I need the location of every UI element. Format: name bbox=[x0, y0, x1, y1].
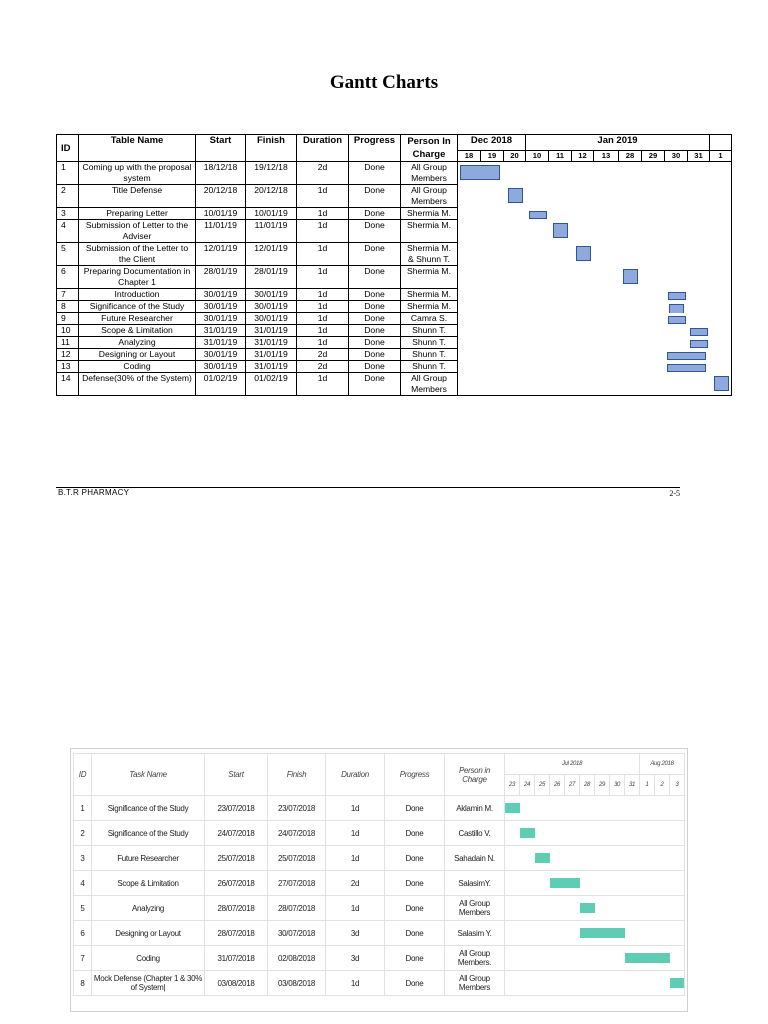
gantt-bar bbox=[576, 246, 591, 261]
cell-progress: Done bbox=[349, 337, 401, 349]
cell2-name: Significance of the Study bbox=[92, 796, 205, 821]
day2-header: 24 bbox=[520, 775, 535, 796]
cell-person: Shermia M. bbox=[401, 301, 458, 313]
table2-row bbox=[74, 971, 685, 996]
timeline2-cell bbox=[505, 946, 685, 971]
cell2-progress: Done bbox=[385, 796, 445, 821]
month2-header-jul-2018: Jul 2018 bbox=[505, 754, 640, 775]
day2-header: 30 bbox=[610, 775, 625, 796]
gantt2-bar bbox=[520, 828, 535, 838]
timeline-cell bbox=[458, 373, 732, 396]
col2-header-duration: Duration bbox=[326, 754, 385, 796]
cell-finish: 11/01/19 bbox=[246, 220, 297, 243]
cell-name: Coming up with the proposal system bbox=[79, 162, 196, 185]
table-row bbox=[57, 208, 732, 220]
footer-page-number: 2-5 bbox=[669, 489, 680, 498]
day2-header: 1 bbox=[640, 775, 655, 796]
cell-finish: 28/01/19 bbox=[246, 266, 297, 289]
cell2-id: 8 bbox=[74, 971, 92, 996]
col-header-progress: Progress bbox=[349, 135, 401, 162]
table2-row bbox=[74, 946, 685, 971]
day-header: 30 bbox=[665, 151, 688, 162]
cell2-id: 1 bbox=[74, 796, 92, 821]
cell-person: Shunn T. bbox=[401, 337, 458, 349]
cell2-start: 28/07/2018 bbox=[205, 896, 268, 921]
cell2-id: 2 bbox=[74, 821, 92, 846]
timeline-cell bbox=[458, 266, 732, 289]
cell-start: 30/01/19 bbox=[196, 313, 246, 325]
cell-duration: 1d bbox=[297, 337, 349, 349]
cell-progress: Done bbox=[349, 349, 401, 361]
cell2-start: 28/07/2018 bbox=[205, 921, 268, 946]
cell-progress: Done bbox=[349, 313, 401, 325]
cell-id: 2 bbox=[57, 185, 79, 208]
gantt-bar bbox=[553, 223, 568, 238]
table-row bbox=[57, 313, 732, 325]
table-row bbox=[57, 220, 732, 243]
col-header-table-name: Table Name bbox=[79, 135, 196, 162]
cell2-duration: 1d bbox=[326, 971, 385, 996]
cell-duration: 1d bbox=[297, 313, 349, 325]
cell-finish: 31/01/19 bbox=[246, 325, 297, 337]
cell2-progress: Done bbox=[385, 896, 445, 921]
cell-finish: 30/01/19 bbox=[246, 313, 297, 325]
table-row bbox=[57, 373, 732, 396]
cell-progress: Done bbox=[349, 208, 401, 220]
gantt2-bar bbox=[625, 953, 670, 963]
timeline-cell bbox=[458, 361, 732, 373]
cell2-duration: 1d bbox=[326, 846, 385, 871]
gantt2-bar bbox=[535, 853, 550, 863]
cell2-duration: 2d bbox=[326, 871, 385, 896]
timeline-cell bbox=[458, 289, 732, 301]
day2-header: 29 bbox=[595, 775, 610, 796]
cell-id: 9 bbox=[57, 313, 79, 325]
cell-id: 13 bbox=[57, 361, 79, 373]
cell-duration: 1d bbox=[297, 301, 349, 313]
cell-progress: Done bbox=[349, 266, 401, 289]
cell2-name: Scope & Limitation bbox=[92, 871, 205, 896]
footer-rule bbox=[56, 487, 680, 488]
day-header: 11 bbox=[549, 151, 572, 162]
cell2-name: Coding bbox=[92, 946, 205, 971]
cell2-person: All Group Members bbox=[445, 896, 505, 921]
cell2-finish: 24/07/2018 bbox=[268, 821, 326, 846]
cell-person: Shermia M. bbox=[401, 289, 458, 301]
cell-id: 1 bbox=[57, 162, 79, 185]
cell-id: 6 bbox=[57, 266, 79, 289]
gantt-bar bbox=[529, 211, 547, 219]
day-header: 12 bbox=[572, 151, 594, 162]
timeline-cell bbox=[458, 185, 732, 208]
cell-finish: 12/01/19 bbox=[246, 243, 297, 266]
timeline-cell bbox=[458, 243, 732, 266]
cell-id: 10 bbox=[57, 325, 79, 337]
timeline-cell bbox=[458, 325, 732, 337]
cell2-finish: 03/08/2018 bbox=[268, 971, 326, 996]
cell2-name: Future Researcher bbox=[92, 846, 205, 871]
cell2-progress: Done bbox=[385, 946, 445, 971]
table2-row bbox=[74, 796, 685, 821]
table2-row bbox=[74, 846, 685, 871]
cell-duration: 1d bbox=[297, 325, 349, 337]
gantt-table-1 bbox=[56, 134, 732, 396]
col-header-duration: Duration bbox=[297, 135, 349, 162]
cell-finish: 01/02/19 bbox=[246, 373, 297, 396]
cell-finish: 30/01/19 bbox=[246, 301, 297, 313]
timeline-cell bbox=[458, 301, 732, 313]
timeline2-cell bbox=[505, 971, 685, 996]
cell2-duration: 1d bbox=[326, 796, 385, 821]
cell-name: Submission of Letter to the Adviser bbox=[79, 220, 196, 243]
table-row bbox=[57, 243, 732, 266]
cell2-name: Designing or Layout bbox=[92, 921, 205, 946]
gantt-bar bbox=[667, 352, 706, 360]
cell-duration: 2d bbox=[297, 349, 349, 361]
cell2-finish: 27/07/2018 bbox=[268, 871, 326, 896]
cell2-duration: 1d bbox=[326, 821, 385, 846]
cell-finish: 19/12/18 bbox=[246, 162, 297, 185]
cell-duration: 2d bbox=[297, 361, 349, 373]
timeline-cell bbox=[458, 208, 732, 220]
cell2-finish: 02/08/2018 bbox=[268, 946, 326, 971]
cell-name: Future Researcher bbox=[79, 313, 196, 325]
gantt-table-2 bbox=[73, 753, 685, 996]
cell-person: Shermia M. bbox=[401, 208, 458, 220]
gantt2-bar bbox=[580, 928, 625, 938]
cell-finish: 10/01/19 bbox=[246, 208, 297, 220]
timeline-cell bbox=[458, 162, 732, 185]
cell-progress: Done bbox=[349, 162, 401, 185]
gantt-bar bbox=[714, 376, 729, 391]
cell-start: 01/02/19 bbox=[196, 373, 246, 396]
cell2-finish: 30/07/2018 bbox=[268, 921, 326, 946]
day-header: 10 bbox=[526, 151, 549, 162]
timeline2-cell bbox=[505, 896, 685, 921]
cell-person: All Group Members bbox=[401, 373, 458, 396]
cell-start: 12/01/19 bbox=[196, 243, 246, 266]
cell-name: Designing or Layout bbox=[79, 349, 196, 361]
day2-header: 2 bbox=[655, 775, 670, 796]
table-row bbox=[57, 361, 732, 373]
gantt-bar bbox=[690, 340, 708, 348]
timeline-cell bbox=[458, 220, 732, 243]
cell-person: Camra S. bbox=[401, 313, 458, 325]
cell-person: Shunn T. bbox=[401, 349, 458, 361]
timeline-cell bbox=[458, 349, 732, 361]
day2-header: 28 bbox=[580, 775, 595, 796]
cell-progress: Done bbox=[349, 325, 401, 337]
col-header-start: Start bbox=[196, 135, 246, 162]
cell2-start: 31/07/2018 bbox=[205, 946, 268, 971]
cell2-name: Mock Defense (Chapter 1 & 30% of System| bbox=[92, 971, 205, 996]
day-header: 18 bbox=[458, 151, 481, 162]
cell-start: 30/01/19 bbox=[196, 289, 246, 301]
cell-id: 7 bbox=[57, 289, 79, 301]
gantt-bar bbox=[690, 328, 708, 336]
timeline2-cell bbox=[505, 871, 685, 896]
cell-finish: 30/01/19 bbox=[246, 289, 297, 301]
cell-start: 20/12/18 bbox=[196, 185, 246, 208]
day2-header: 25 bbox=[535, 775, 550, 796]
cell-person: All Group Members bbox=[401, 162, 458, 185]
table-row bbox=[57, 266, 732, 289]
gantt-bar bbox=[669, 304, 684, 313]
day-header: 1 bbox=[710, 151, 732, 162]
cell-person: Shermia M. bbox=[401, 220, 458, 243]
cell2-start: 26/07/2018 bbox=[205, 871, 268, 896]
day2-header: 3 bbox=[670, 775, 685, 796]
gantt-bar bbox=[623, 269, 638, 284]
table2-row bbox=[74, 896, 685, 921]
cell-name: Coding bbox=[79, 361, 196, 373]
cell-id: 5 bbox=[57, 243, 79, 266]
day-header: 19 bbox=[481, 151, 504, 162]
cell2-start: 23/07/2018 bbox=[205, 796, 268, 821]
cell-duration: 1d bbox=[297, 373, 349, 396]
cell-person: All Group Members bbox=[401, 185, 458, 208]
cell-start: 30/01/19 bbox=[196, 349, 246, 361]
table2-row bbox=[74, 871, 685, 896]
cell2-start: 24/07/2018 bbox=[205, 821, 268, 846]
cell2-progress: Done bbox=[385, 971, 445, 996]
cell-person: Shermia M. & Shunn T. bbox=[401, 243, 458, 266]
cell2-duration: 1d bbox=[326, 896, 385, 921]
day-header: 20 bbox=[504, 151, 526, 162]
cell2-finish: 25/07/2018 bbox=[268, 846, 326, 871]
timeline2-cell bbox=[505, 796, 685, 821]
table-row bbox=[57, 301, 732, 313]
cell-name: Preparing Letter bbox=[79, 208, 196, 220]
cell2-name: Analyzing bbox=[92, 896, 205, 921]
cell-name: Title Defense bbox=[79, 185, 196, 208]
cell-duration: 1d bbox=[297, 289, 349, 301]
day2-header: 26 bbox=[550, 775, 565, 796]
cell-person: Shermia M. bbox=[401, 266, 458, 289]
cell-id: 4 bbox=[57, 220, 79, 243]
cell-finish: 31/01/19 bbox=[246, 337, 297, 349]
cell-progress: Done bbox=[349, 289, 401, 301]
col-header-id: ID bbox=[57, 135, 79, 162]
cell-duration: 1d bbox=[297, 185, 349, 208]
gantt2-bar bbox=[505, 803, 520, 813]
col2-header-task-name: Task Name bbox=[92, 754, 205, 796]
col2-header-finish: Finish bbox=[268, 754, 326, 796]
cell2-finish: 28/07/2018 bbox=[268, 896, 326, 921]
cell-progress: Done bbox=[349, 301, 401, 313]
cell-name: Scope & Limitation bbox=[79, 325, 196, 337]
col-header-finish: Finish bbox=[246, 135, 297, 162]
cell-duration: 2d bbox=[297, 162, 349, 185]
cell2-person: All Group Members. bbox=[445, 946, 505, 971]
cell-start: 10/01/19 bbox=[196, 208, 246, 220]
cell2-id: 5 bbox=[74, 896, 92, 921]
cell2-duration: 3d bbox=[326, 921, 385, 946]
gantt-panel-2 bbox=[70, 748, 688, 1012]
gantt2-bar bbox=[670, 978, 685, 988]
table2-row bbox=[74, 821, 685, 846]
timeline2-cell bbox=[505, 821, 685, 846]
cell-start: 31/01/19 bbox=[196, 325, 246, 337]
cell-start: 11/01/19 bbox=[196, 220, 246, 243]
cell2-finish: 23/07/2018 bbox=[268, 796, 326, 821]
cell2-id: 4 bbox=[74, 871, 92, 896]
day-header: 29 bbox=[642, 151, 665, 162]
month-header-blank bbox=[710, 135, 732, 151]
table-row bbox=[57, 325, 732, 337]
cell-id: 12 bbox=[57, 349, 79, 361]
cell-start: 28/01/19 bbox=[196, 266, 246, 289]
cell-name: Analyzing bbox=[79, 337, 196, 349]
cell-progress: Done bbox=[349, 373, 401, 396]
col2-header-person-in-charge: Person in Charge bbox=[445, 754, 505, 796]
month2-header-aug-2018: Aug 2018 bbox=[640, 754, 685, 775]
cell2-id: 3 bbox=[74, 846, 92, 871]
cell2-id: 6 bbox=[74, 921, 92, 946]
table-row bbox=[57, 349, 732, 361]
cell-id: 8 bbox=[57, 301, 79, 313]
cell-person: Shunn T. bbox=[401, 325, 458, 337]
cell-finish: 31/01/19 bbox=[246, 349, 297, 361]
cell-progress: Done bbox=[349, 220, 401, 243]
cell-name: Introduction bbox=[79, 289, 196, 301]
month-header-jan-2019: Jan 2019 bbox=[526, 135, 710, 151]
timeline2-cell bbox=[505, 921, 685, 946]
gantt2-bar bbox=[580, 903, 595, 913]
day2-header: 23 bbox=[505, 775, 520, 796]
gantt-bar bbox=[460, 165, 500, 180]
cell2-progress: Done bbox=[385, 871, 445, 896]
col2-header-progress: Progress bbox=[385, 754, 445, 796]
cell-duration: 1d bbox=[297, 208, 349, 220]
col-header-person-in-charge: Person In Charge bbox=[401, 135, 458, 162]
cell-start: 30/01/19 bbox=[196, 361, 246, 373]
gantt-bar bbox=[668, 316, 686, 324]
day2-header: 27 bbox=[565, 775, 580, 796]
table-row bbox=[57, 337, 732, 349]
timeline-cell bbox=[458, 337, 732, 349]
page-title: Gantt Charts bbox=[329, 72, 439, 93]
month-header-dec-2018: Dec 2018 bbox=[458, 135, 526, 151]
cell2-person: Aklamin M. bbox=[445, 796, 505, 821]
cell-person: Shunn T. bbox=[401, 361, 458, 373]
day-header: 28 bbox=[619, 151, 642, 162]
cell2-progress: Done bbox=[385, 821, 445, 846]
cell-id: 3 bbox=[57, 208, 79, 220]
timeline-cell bbox=[458, 313, 732, 325]
cell-progress: Done bbox=[349, 243, 401, 266]
gantt-bar bbox=[508, 188, 523, 203]
cell-name: Submission of the Letter to the Client bbox=[79, 243, 196, 266]
cell-finish: 31/01/19 bbox=[246, 361, 297, 373]
gantt-bar bbox=[667, 364, 706, 372]
cell-duration: 1d bbox=[297, 266, 349, 289]
cell2-start: 03/08/2018 bbox=[205, 971, 268, 996]
cell-progress: Done bbox=[349, 185, 401, 208]
cell2-person: SalasimY. bbox=[445, 871, 505, 896]
day-header: 13 bbox=[594, 151, 619, 162]
cell2-person: All Group Members bbox=[445, 971, 505, 996]
footer-company-name: B.T.R PHARMACY bbox=[58, 488, 130, 497]
table-row bbox=[57, 162, 732, 185]
col2-header-start: Start bbox=[205, 754, 268, 796]
table2-row bbox=[74, 921, 685, 946]
cell-progress: Done bbox=[349, 361, 401, 373]
cell-finish: 20/12/18 bbox=[246, 185, 297, 208]
cell-name: Significance of the Study bbox=[79, 301, 196, 313]
table-row bbox=[57, 289, 732, 301]
gantt-bar bbox=[668, 292, 686, 300]
cell2-person: Castillo V. bbox=[445, 821, 505, 846]
cell2-progress: Done bbox=[385, 846, 445, 871]
cell2-person: Salasim Y. bbox=[445, 921, 505, 946]
col2-header-id: ID bbox=[74, 754, 92, 796]
cell2-progress: Done bbox=[385, 921, 445, 946]
gantt2-bar bbox=[550, 878, 580, 888]
cell-duration: 1d bbox=[297, 220, 349, 243]
cell-start: 30/01/19 bbox=[196, 301, 246, 313]
cell-id: 11 bbox=[57, 337, 79, 349]
cell-start: 31/01/19 bbox=[196, 337, 246, 349]
day2-header: 31 bbox=[625, 775, 640, 796]
cell2-person: Sahadain N. bbox=[445, 846, 505, 871]
cell2-id: 7 bbox=[74, 946, 92, 971]
cell2-name: Significance of the Study bbox=[92, 821, 205, 846]
day-header: 31 bbox=[688, 151, 710, 162]
cell2-start: 25/07/2018 bbox=[205, 846, 268, 871]
cell-name: Preparing Documentation in Chapter 1 bbox=[79, 266, 196, 289]
cell-id: 14 bbox=[57, 373, 79, 396]
timeline2-cell bbox=[505, 846, 685, 871]
cell-name: Defense(30% of the System) bbox=[79, 373, 196, 396]
cell-duration: 1d bbox=[297, 243, 349, 266]
cell-start: 18/12/18 bbox=[196, 162, 246, 185]
cell2-duration: 3d bbox=[326, 946, 385, 971]
table-row bbox=[57, 185, 732, 208]
